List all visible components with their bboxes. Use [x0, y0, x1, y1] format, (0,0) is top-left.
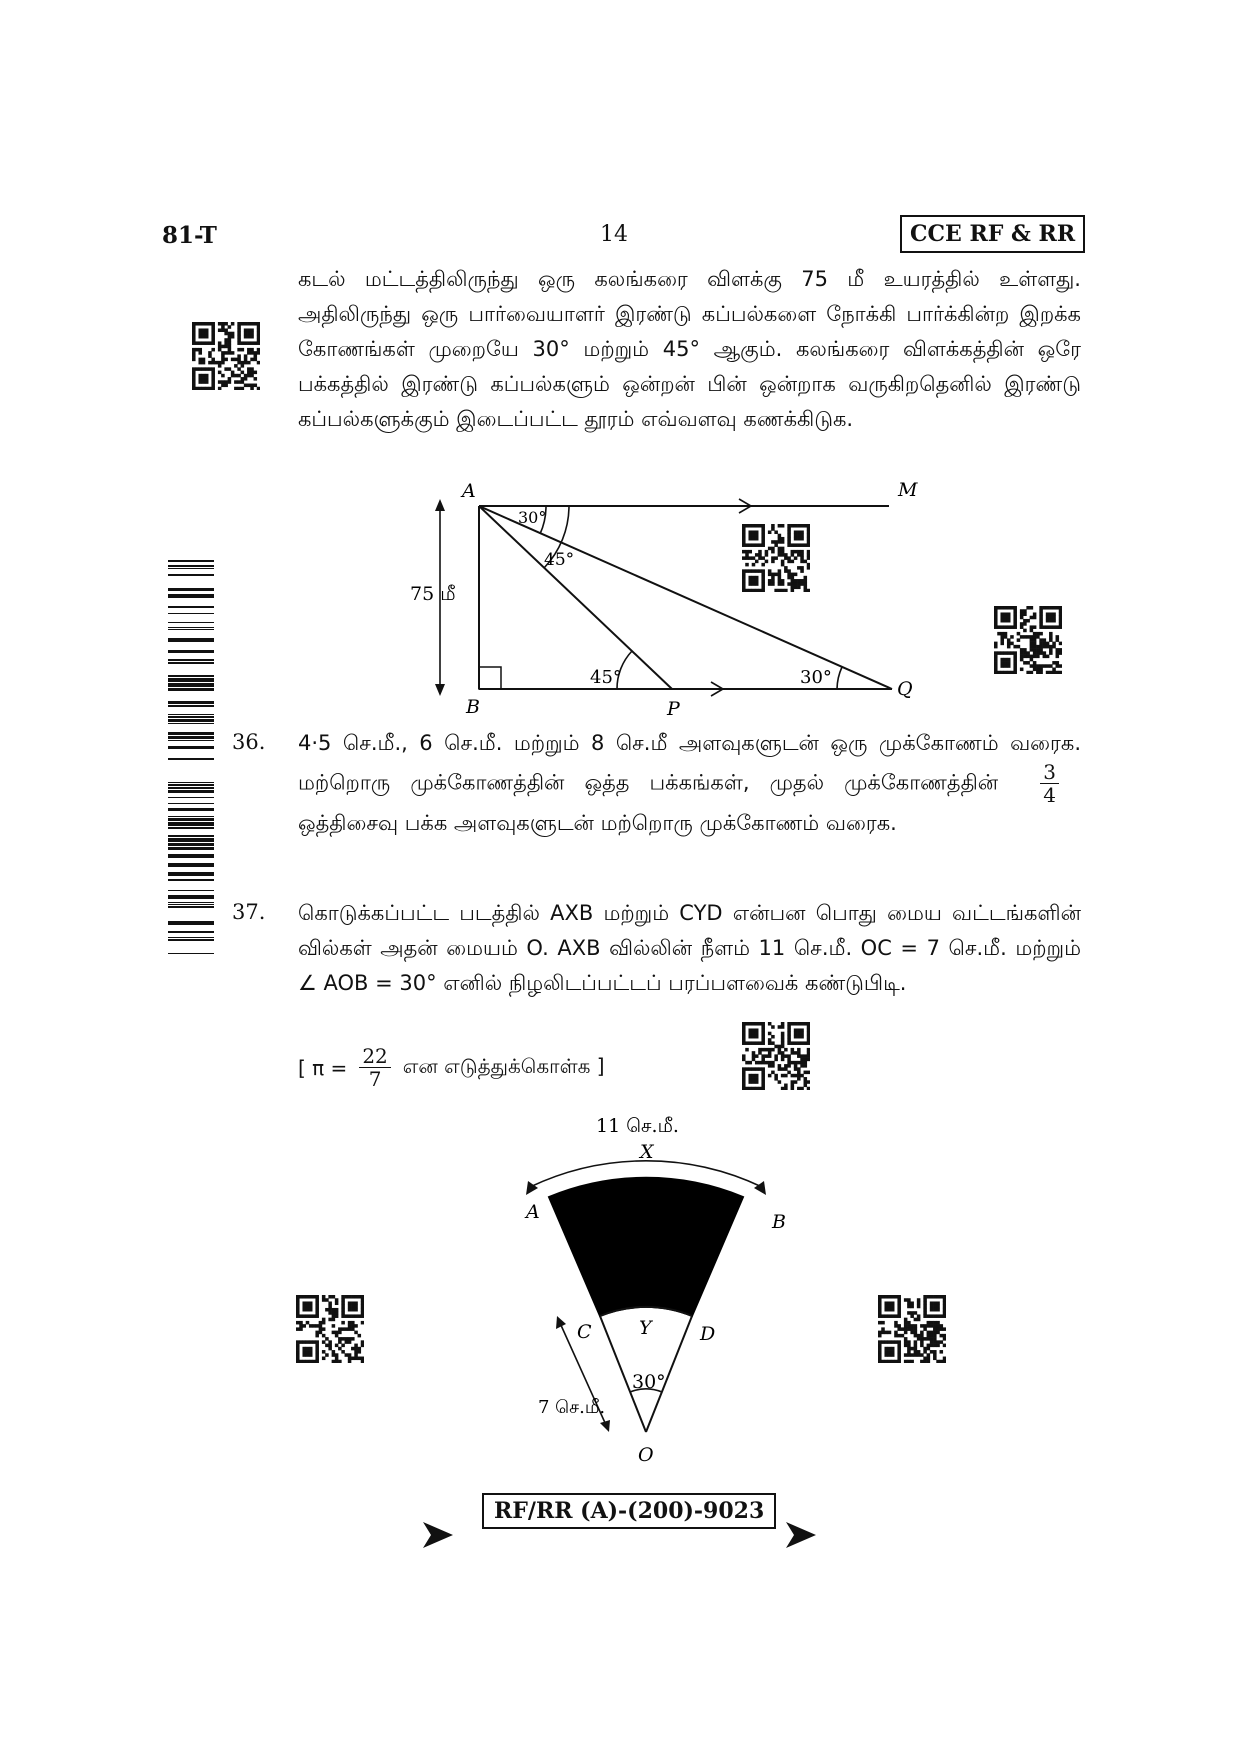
fig1-height-label: 75 மீ [410, 583, 456, 605]
q37-pi-suffix: என எடுத்துக்கொள்க ] [402, 1054, 605, 1078]
q37-pi-prefix: [ π = [298, 1055, 348, 1080]
qr-code-icon [994, 606, 1062, 674]
q36-text-before: 4·5 செ.மீ., 6 செ.மீ. மற்றும் 8 செ.மீ அளவுகளுடன் ஒரு முக்கோணம் வரைக. மற்றொரு முக்கோணத்தின் ஒத்த பக்கங்கள், முதல் முக்கோணத்தின் [298, 731, 1081, 795]
q36-number: 36. [232, 730, 266, 754]
footer-right-arrow-icon [784, 1520, 818, 1550]
q36-text [298, 726, 1081, 841]
q37-pi-num: 22 [359, 1045, 390, 1068]
q37-text: கொடுக்கப்பட்ட படத்தில் AXB மற்றும் CYD என்பன பொது மைய வட்டங்களின் வில்கள் அதன் மையம் O. AXB வில்லின் நீளம் 11 செ.மீ. OC = 7 செ.மீ. மற்றும் ∠ AOB = 30° எனில் நிழலிடப்பட்டப் பரப்பளவைக் கண்டுபிடி. [298, 901, 1081, 995]
q35-figure [400, 475, 940, 715]
fig1-label-q: Q [897, 678, 913, 700]
footer-code: RF/RR (A)-(200)-9023 [482, 1493, 776, 1529]
q36-fraction [1040, 761, 1059, 806]
fig1-label-p: P [667, 698, 680, 715]
qr-code-icon [878, 1295, 946, 1363]
page-number: 14 [600, 222, 628, 247]
fig1-angle-30-top: 30° [518, 508, 547, 527]
fig2-label-c: C [577, 1321, 592, 1343]
fig1-label-a: A [462, 480, 476, 502]
fig2-label-a: A [526, 1201, 540, 1223]
q36-frac-num: 3 [1040, 761, 1059, 784]
fig2-label-x: X [640, 1141, 654, 1163]
q36-text-after: ஒத்திசைவு பக்க அளவுகளுடன் மற்றொரு முக்கோணம் வரைக. [298, 811, 897, 835]
fig2-arc-length-label: 11 செ.மீ. [596, 1115, 679, 1137]
qr-code-icon [296, 1295, 364, 1363]
paper-code: 81-T [162, 222, 217, 249]
fig2-label-y: Y [639, 1317, 652, 1339]
footer-left-arrow-icon [421, 1520, 455, 1550]
q37-figure [500, 1105, 820, 1465]
fig1-angle-45-top: 45° [544, 550, 575, 570]
fig2-label-d: D [700, 1323, 716, 1345]
q35-text: கடல் மட்டத்திலிருந்து ஒரு கலங்கரை விளக்கு 75 மீ உயரத்தில் உள்ளது. அதிலிருந்து ஒரு பார்வையாளர் இரண்டு கப்பல்களை நோக்கி பார்க்கின்ற இறக்க கோணங்கள் முறையே 30° மற்றும் 45° ஆகும். கலங்கரை விளக்கத்தின் ஒரே பக்கத்தில் இரண்டு கப்பல்களும் ஒன்றன் பின் ஒன்றாக வருகிறதெனில் இரண்டு கப்பல்களுக்கும் இடைப்பட்ட தூரம் எவ்வளவு கணக்கிடுக. [298, 267, 1081, 431]
barcode-icon [168, 560, 214, 958]
q37-pi-fraction [359, 1045, 390, 1090]
q37-number: 37. [232, 900, 266, 924]
qr-code-icon [192, 322, 260, 390]
q36-frac-den: 4 [1043, 783, 1056, 807]
fig2-label-o: O [638, 1444, 654, 1465]
q37-pi-den: 7 [368, 1067, 382, 1091]
q37-pi-note [298, 1045, 605, 1090]
fig1-angle-30-bottom: 30° [800, 667, 832, 688]
fig1-angle-45-bottom: 45° [590, 667, 622, 688]
fig2-radius-label: 7 செ.மீ. [538, 1397, 606, 1418]
fig2-angle-label: 30° [632, 1371, 666, 1393]
qr-code-icon [742, 1022, 810, 1090]
header-box-label: CCE RF & RR [900, 215, 1085, 253]
fig1-label-b: B [466, 696, 480, 715]
fig2-label-b: B [772, 1211, 786, 1233]
fig1-label-m: M [898, 479, 918, 501]
qr-code-icon [742, 524, 810, 592]
